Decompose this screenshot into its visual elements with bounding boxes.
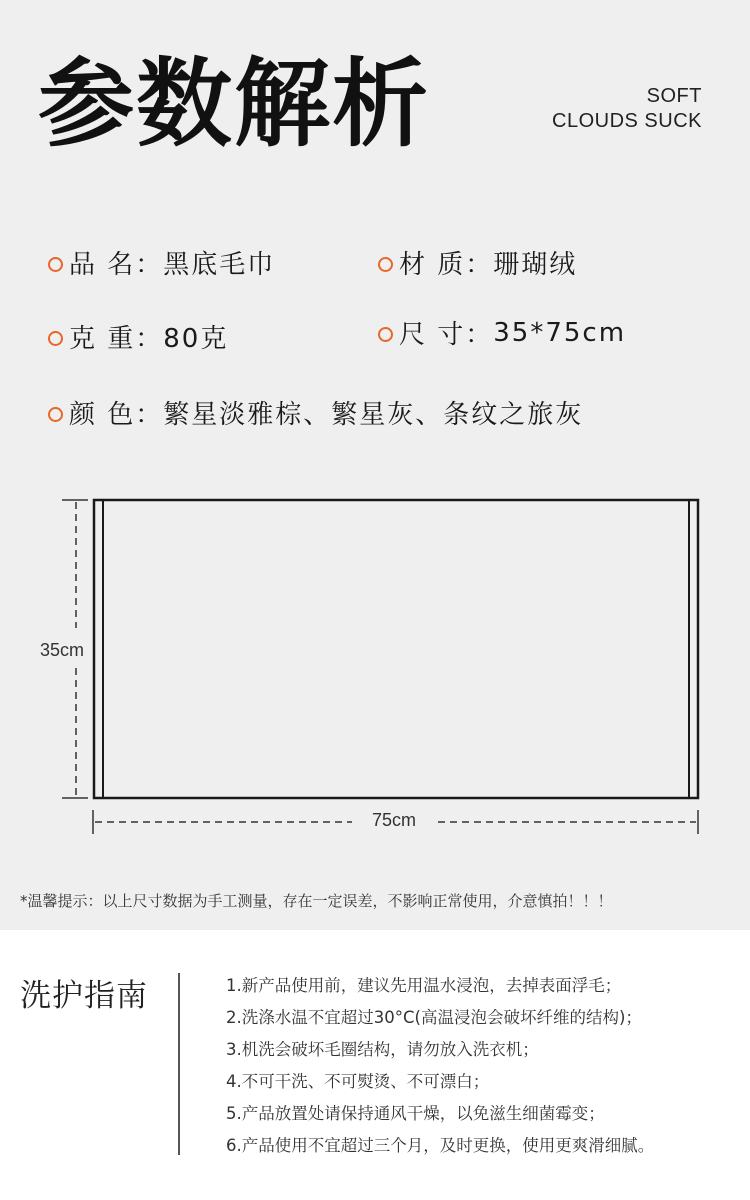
spec-name-value: 黑底毛巾	[163, 250, 276, 280]
spec-material	[378, 244, 577, 281]
care-divider	[178, 973, 180, 1155]
list-item: 2.洗涤水温不宜超过30°C(高温浸泡会破坏纤维的结构)；	[226, 1008, 642, 1027]
measurement-tip: *温馨提示：以上尺寸数据为手工测量，存在一定误差，不影响正常使用，介意慎拍！！！	[20, 892, 613, 910]
bullet-ring-icon	[378, 327, 393, 342]
list-item: 1.新产品使用前，建议先用温水浸泡，去掉表面浮毛；	[226, 976, 622, 995]
list-item: 3.机洗会破坏毛圈结构，请勿放入洗衣机；	[226, 1040, 539, 1059]
spec-material-label: 材 质：	[399, 250, 494, 280]
spec-color-label: 颜 色：	[69, 400, 164, 430]
towel-outline	[94, 500, 698, 798]
brand-line-2: CLOUDS SUCK	[552, 110, 702, 132]
bullet-ring-icon	[48, 257, 63, 272]
towel-size-diagram	[0, 480, 750, 840]
spec-size	[378, 314, 626, 351]
bullet-ring-icon	[48, 331, 63, 346]
width-label: 75cm	[371, 810, 417, 830]
care-list	[226, 970, 654, 1162]
spec-name-label: 品 名：	[69, 250, 164, 280]
spec-size-label: 尺 寸：	[399, 320, 494, 350]
height-label: 35cm	[39, 640, 85, 660]
spec-color-value: 繁星淡雅棕、繁星灰、条纹之旅灰	[163, 400, 584, 430]
bullet-ring-icon	[48, 407, 63, 422]
brand-slogan	[552, 84, 702, 134]
list-item: 4.不可干洗、不可熨烫、不可漂白；	[226, 1072, 490, 1091]
spec-color	[48, 394, 583, 431]
spec-name	[48, 244, 275, 281]
bullet-ring-icon	[378, 257, 393, 272]
list-item: 6.产品使用不宜超过三个月，及时更换，使用更爽滑细腻。	[226, 1136, 655, 1155]
spec-weight-label: 克 重：	[69, 324, 164, 354]
care-guide-title: 洗护指南	[20, 978, 148, 1014]
spec-material-value: 珊瑚绒	[493, 250, 578, 280]
page-title: 参数解析	[38, 48, 430, 160]
spec-weight	[48, 318, 228, 355]
spec-size-value: 35*75cm	[493, 317, 627, 348]
list-item: 5.产品放置处请保持通风干燥，以免滋生细菌霉变；	[226, 1104, 605, 1123]
spec-weight-value: 80克	[163, 324, 229, 354]
brand-line-1: SOFT	[646, 85, 702, 107]
